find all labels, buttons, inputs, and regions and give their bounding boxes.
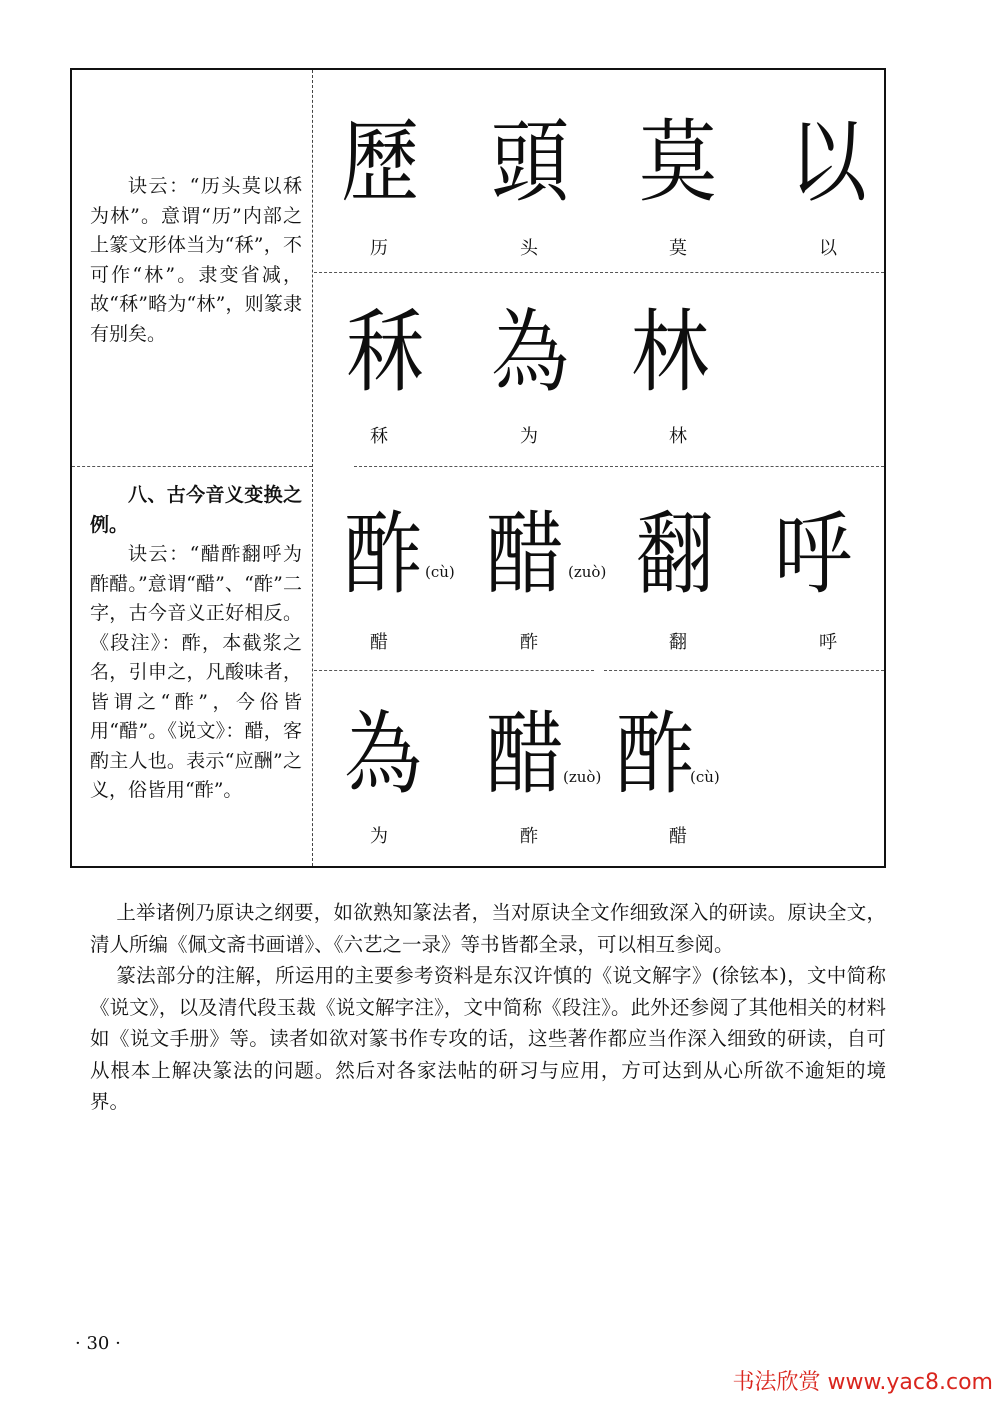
char-label: 醋 bbox=[370, 632, 388, 653]
char-label: 以 bbox=[819, 238, 837, 259]
seal-character: 秝 bbox=[345, 301, 424, 405]
seal-character: 醋 bbox=[485, 503, 564, 607]
char-label: 秝 bbox=[370, 426, 388, 447]
char-label: 莫 bbox=[669, 238, 687, 259]
char-label: 为 bbox=[520, 426, 538, 447]
seal-character: 為 bbox=[490, 301, 569, 405]
rule-note-1: 诀云：“历头莫以秝为林”。意谓“历”内部之上篆文形体当为“秝”，不可作“林”。隶变省减，故“秝”略为“林”，则篆隶有别矣。 bbox=[90, 175, 302, 345]
row-divider bbox=[314, 272, 884, 273]
seal-character: 歷 bbox=[340, 111, 419, 215]
char-label: 醋 bbox=[669, 826, 687, 847]
pinyin-annotation: (zuò) bbox=[568, 563, 607, 581]
seal-character: 頭 bbox=[490, 111, 569, 215]
seal-character: 翻 bbox=[635, 503, 714, 607]
section-heading: 八、古今音义变换之例。 bbox=[90, 484, 302, 536]
pinyin-annotation: (zuò) bbox=[563, 768, 602, 786]
row-divider bbox=[72, 466, 312, 467]
char-label: 为 bbox=[370, 826, 388, 847]
seal-character: 莫 bbox=[638, 111, 717, 215]
row-divider bbox=[354, 466, 884, 467]
site-watermark: 书法欣赏 www.yac8.com bbox=[732, 1370, 993, 1395]
seal-character: 呼 bbox=[773, 503, 852, 607]
char-label: 历 bbox=[370, 238, 388, 259]
row-divider bbox=[314, 670, 594, 671]
pinyin-annotation: (cù) bbox=[425, 563, 455, 581]
seal-character: 醋 bbox=[485, 703, 564, 807]
body-text bbox=[90, 897, 886, 1118]
page-number: · 30 · bbox=[75, 1333, 121, 1354]
column-divider bbox=[312, 70, 313, 866]
char-label: 林 bbox=[669, 426, 687, 447]
pinyin-annotation: (cù) bbox=[690, 768, 720, 786]
row-divider bbox=[604, 670, 884, 671]
seal-character: 為 bbox=[343, 703, 422, 807]
paragraph: 上举诸例乃原诀之纲要，如欲熟知篆法者，当对原诀全文作细致深入的研读。原诀全文，清人所编《佩文斋书画谱》、《六艺之一录》等书皆都全录，可以相互参阅。 bbox=[90, 901, 886, 956]
char-label: 酢 bbox=[520, 826, 538, 847]
char-label: 酢 bbox=[520, 632, 538, 653]
seal-character: 以 bbox=[788, 111, 867, 215]
seal-character: 酢 bbox=[615, 703, 694, 807]
char-label: 呼 bbox=[819, 632, 837, 653]
seal-character: 酢 bbox=[343, 503, 422, 607]
paragraph: 篆法部分的注解，所运用的主要参考资料是东汉许慎的《说文解字》(徐铉本)，文中简称《说文》，以及清代段玉裁《说文解字注》，文中简称《段注》。此外还参阅了其他相关的材料如《说文手册》等。读者如欲对篆书作专攻的话，这些著作都应当作深入细致的研读，自可从根本上解决篆法的问题。然后对各家法帖的研习与应用，方可达到从心所欲不逾矩的境界。 bbox=[90, 964, 886, 1113]
rule-note-2: 八、古今音义变换之例。 诀云：“醋酢翻呼为酢醋。”意谓“醋”、“酢”二字，古今音义正好相反。《段注》：酢，本截浆之名，引申之，凡酸味者，皆谓之“酢”，今俗皆用“醋”。《说文》：醋，客酌主人也。表示“应酬”之义，俗皆用“酢”。 bbox=[90, 481, 302, 806]
char-label: 翻 bbox=[669, 632, 687, 653]
seal-character: 林 bbox=[630, 301, 709, 405]
char-label: 头 bbox=[520, 238, 538, 259]
